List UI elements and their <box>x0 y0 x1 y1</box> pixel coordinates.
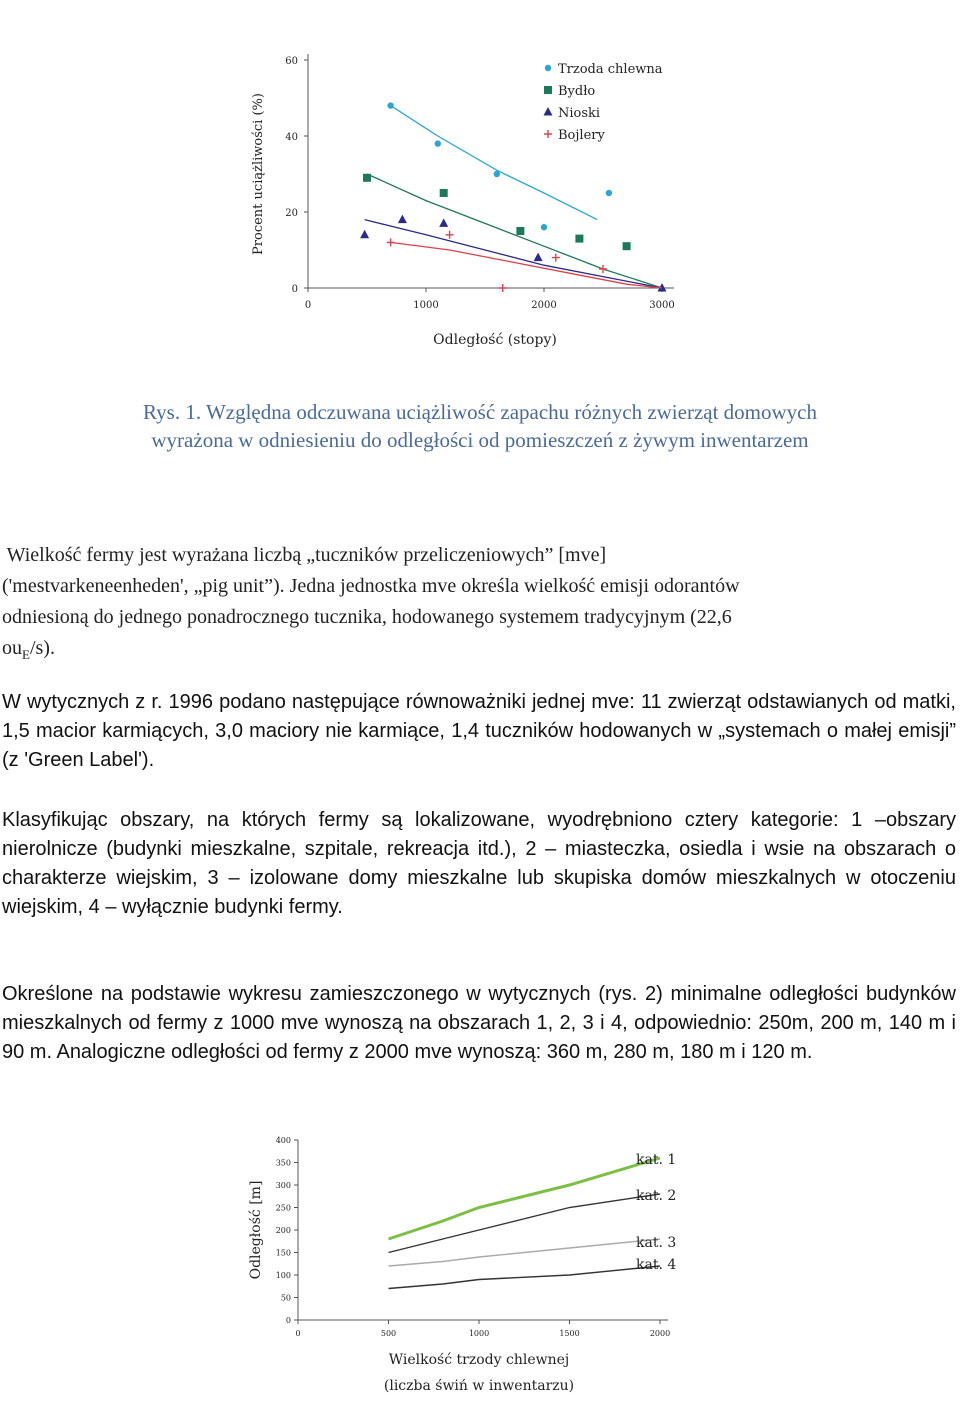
para1-line-3: odniesioną do jednego ponadrocznego tucznika, hodowanego systemem tradycyjnym (22,6 <box>2 606 732 628</box>
x-axis-label-line-2: (liczba świń w inwentarzu) <box>383 1378 575 1394</box>
y-tick-label: 350 <box>275 1158 291 1168</box>
x-tick-label: 0 <box>304 300 312 311</box>
para3-text: Klasyfikując obszary, na których fermy są lokalizowane, wyodrębniono cztery kategorie: 1 –obszary nierolnicze (budynki mieszkalne, szpitale, rekreacja itd.), 2 – miasteczka, osiedla i wsie na obszarach o charakterze wiejskim, 3 – izolowane domy mieszkalne lub skupiska domów mieszkalnych w otoczeniu wiejskim, 4 – wyłącznie budynki fermy. <box>2 809 956 918</box>
legend-entry: Nioski <box>558 106 601 121</box>
trend-line <box>365 220 662 288</box>
y-axis-label: Odległość [m] <box>248 1180 264 1280</box>
nuisance-distance-chart <box>230 40 700 360</box>
data-point <box>544 86 552 94</box>
unit-subscript: E <box>22 647 30 662</box>
caption-line-1: Rys. 1. Względna odczuwana uciążliwość zapachu różnych zwierząt domowych <box>143 400 817 424</box>
x-tick-label: 0 <box>295 1329 301 1338</box>
data-point <box>544 130 552 138</box>
unit-end: /s). <box>29 637 55 659</box>
para2-text: W wytycznych z r. 1996 podano następujące równoważniki jednej mve: 11 zwierząt odstawianych od matki, 1,5 macior karmiących, 3,0 maciory nie karmiące, 1,4 tuczników hodowanych w „systemach o małej emisji” (z 'Green Label'). <box>2 691 956 771</box>
data-point <box>440 189 448 197</box>
caption-line-2: wyrażona w odniesieniu do odległości od pomieszczeń z żywym inwentarzem <box>151 428 809 452</box>
data-point <box>544 107 553 116</box>
y-tick-label: 60 <box>285 56 298 67</box>
y-tick-label: 400 <box>275 1136 291 1145</box>
paragraph-distances <box>2 980 956 1067</box>
data-point <box>552 254 560 262</box>
x-axis-label: Wielkość trzody chlewnej <box>388 1352 570 1368</box>
para4-text: Określone na podstawie wykresu zamieszczonego w wytycznych (rys. 2) minimalne odległości budynków mieszkalnych od fermy z 1000 mve wynoszą na obszarach 1, 2, 3 i 4, odpowiednio: 250m, 200 m, 140 m i 90 m. Analogiczne odległości od fermy z 2000 mve wynoszą: 360 m, 280 m, 180 m i 120 m. <box>2 983 956 1063</box>
paragraph-equivalents <box>2 688 956 775</box>
data-point <box>494 171 500 177</box>
data-point <box>623 242 631 250</box>
x-tick-label: 500 <box>380 1329 397 1338</box>
series-line <box>389 1266 661 1289</box>
para1-line-1: Wielkość fermy jest wyrażana liczbą „tuczników przeliczeniowych” [mve] <box>2 544 607 566</box>
y-tick-label: 300 <box>275 1181 291 1190</box>
x-axis-label: Odległość (stopy) <box>433 332 557 348</box>
data-point <box>387 102 393 108</box>
data-point <box>599 265 607 273</box>
data-point <box>446 231 454 239</box>
legend-entry: kat. 1 <box>636 1152 677 1168</box>
data-point <box>363 174 371 182</box>
x-tick-label: 1000 <box>413 300 439 311</box>
y-tick-label: 50 <box>280 1293 291 1303</box>
data-point <box>545 65 551 71</box>
legend-entry: kat. 4 <box>636 1257 677 1273</box>
para1-line-2: ('mestvarkeneenheden', „pig unit”). Jedna jednostka mve określa wielkość emisji odorantów <box>2 575 740 597</box>
y-tick-label: 0 <box>291 284 298 295</box>
x-tick-label: 1000 <box>468 1329 490 1338</box>
legend-entry: Trzoda chlewna <box>558 62 663 77</box>
data-point <box>387 238 395 246</box>
x-tick-label: 2000 <box>649 1329 671 1338</box>
data-point <box>516 227 524 235</box>
legend-entry: Bydło <box>558 84 596 99</box>
data-point <box>398 215 407 224</box>
y-tick-label: 40 <box>285 132 298 143</box>
y-tick-label: 20 <box>285 208 298 219</box>
data-point <box>575 235 583 243</box>
data-point <box>499 284 507 292</box>
y-axis-label: Procent uciążliwości (%) <box>251 93 266 255</box>
series-line <box>389 1158 661 1239</box>
x-tick-label: 1500 <box>559 1329 580 1338</box>
y-tick-label: 250 <box>275 1203 291 1213</box>
data-point <box>360 230 369 239</box>
y-tick-label: 200 <box>275 1226 291 1235</box>
data-point <box>435 140 441 146</box>
paragraph-categories <box>2 806 956 922</box>
y-tick-label: 100 <box>275 1271 291 1280</box>
y-tick-label: 0 <box>285 1316 291 1325</box>
figure-1-caption <box>0 398 960 454</box>
distance-herd-size-chart <box>240 1128 710 1400</box>
para1-line-4 <box>2 633 956 670</box>
paragraph-farm-size <box>2 540 956 670</box>
y-tick-label: 150 <box>275 1248 291 1258</box>
data-point <box>541 224 547 230</box>
x-tick-label: 2000 <box>531 300 557 311</box>
trend-line <box>391 106 597 220</box>
legend-entry: kat. 2 <box>636 1188 677 1204</box>
data-point <box>534 253 543 262</box>
legend-entry: Bojlery <box>558 128 605 143</box>
trend-line <box>391 242 662 288</box>
legend-entry: kat. 3 <box>636 1235 677 1251</box>
unit-ou: ou <box>2 637 22 659</box>
x-tick-label: 3000 <box>649 300 675 311</box>
data-point <box>606 190 612 196</box>
data-point <box>439 218 448 227</box>
